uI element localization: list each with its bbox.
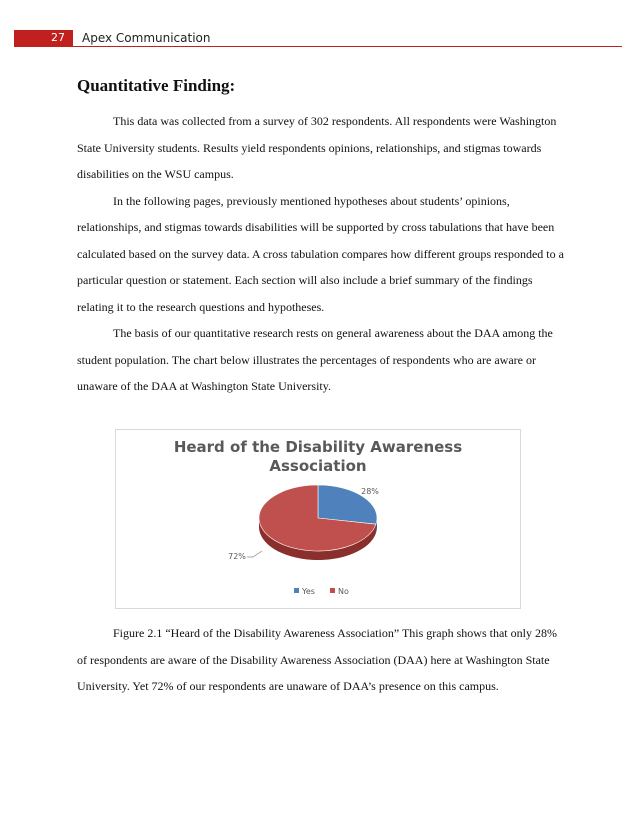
paragraph-3: The basis of our quantitative research rests on general awareness about the DAA among the student population. The chart below illustrates the percentages of respondents who are aware or unaware of the DAA at Washington State University. — [77, 326, 553, 393]
body-content — [77, 76, 567, 400]
running-title: Apex Communication — [82, 31, 211, 45]
pie-chart-canvas — [116, 430, 522, 610]
paragraph-2: In the following pages, previously mentioned hypotheses about students’ opinions, relationships, and stigmas towards disabilities will be supported by cross tabulations that have been calculated based on the survey data. A cross tabulation compares how different groups responded to a particular question or statement. Each section will also include a brief summary of the findings relating it to the research questions and hypotheses. — [77, 193, 564, 314]
data-label-no: 72% — [228, 552, 246, 561]
chart-title-line-1: Heard of the Disability Awareness — [173, 438, 463, 456]
leader-line — [247, 551, 262, 557]
pie-chart — [115, 429, 521, 609]
chart-title-line-2: Association — [269, 457, 367, 475]
figure-caption — [77, 620, 567, 700]
legend-swatch-no — [330, 588, 335, 593]
paragraph-1: This data was collected from a survey of 302 respondents. All respondents were Washington State University students. Results yield respondents opinions, relationships, and stigmas towards disabilities on the WSU campus. — [77, 114, 557, 181]
legend-label-yes: Yes — [302, 587, 315, 596]
section-heading: Quantitative Finding: — [77, 76, 236, 95]
page-number: 27 — [14, 30, 73, 46]
caption-text: Figure 2.1 “Heard of the Disability Awareness Association” This graph shows that only 28% of respondents are aware of the Disability Awareness Association (DAA) here at Washington State University. Yet 72% of our respondents are unaware of DAA’s presence on this campus. — [77, 626, 557, 693]
data-label-yes: 28% — [361, 487, 379, 496]
page-header — [14, 30, 622, 47]
legend-swatch-yes — [294, 588, 299, 593]
legend-label-no: No — [338, 587, 349, 596]
